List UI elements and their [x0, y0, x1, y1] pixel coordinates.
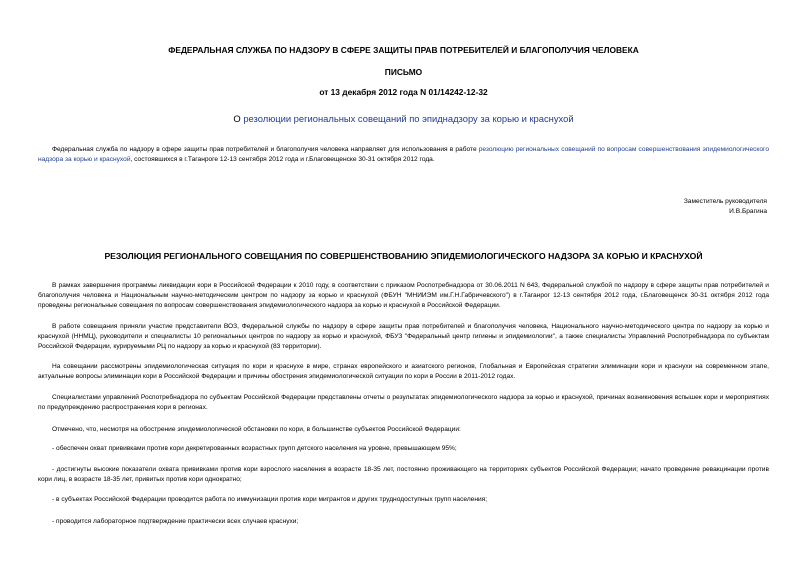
list-item: - в субъектах Российской Федерации проводится работа по иммунизации против кори мигрантов и других труднодоступных групп населения; [52, 496, 488, 503]
paragraph: Отмечено, что, несмотря на обострение эпидемиологической обстановки по кори, в большинстве субъектов Российской Федерации: [52, 426, 461, 433]
paragraph: На совещании рассмотрены эпидемиологическая ситуация по кори и краснухе в мире, странах европейского и азиатского регионов, Глобальная и Европейская стратегии элиминации кори и краснухи на современном этапе, актуальные вопросы элиминации кори в Российской Федерации и причины обострения эпидемиологической ситуации по кори в России в 2011-2012 годах. [38, 363, 769, 380]
doc-type: ПИСЬМО [384, 67, 423, 77]
subject-link[interactable]: резолюции региональных совещаний по эпиднадзору за корью и краснухой [243, 113, 574, 124]
resolution-title: РЕЗОЛЮЦИЯ РЕГИОНАЛЬНОГО СОВЕЩАНИЯ ПО СОВЕРШЕНСТВОВАНИЮ ЭПИДЕМИОЛОГИЧЕСКОГО НАДЗОРА ЗА КОРЬЮ И КРАСНУХОЙ [104, 251, 703, 261]
signature-block [684, 197, 767, 217]
paragraph: Специалистами управлений Роспотребнадзора по субъектам Российской Федерации представлены отчеты о результатах эпидемиологического надзора за корью и краснухой, причинах возникновения вспышек кори и мероприятиях по предупреждению распространения кори в регионах. [38, 394, 769, 411]
intro-link[interactable]: резолюцию региональных совещаний по вопросам совершенствования эпидемиологического надзора за корью и краснухой [38, 146, 769, 163]
intro-text-after: , состоявшихся в г.Таганроге 12-13 сентября 2012 года и г.Благовещенске 30-31 октября 2012 года. [130, 156, 435, 163]
subject-prefix: О [233, 113, 244, 124]
list-item: - обеспечен охват прививками против кори декретированных возрастных групп детского населения на уровне, превышающем 95%; [52, 445, 457, 452]
paragraph: В работе совещания приняли участие представители ВОЗ, Федеральной службы по надзору в сфере защиты прав потребителей и благополучия человека, Национального научно-методического центра по надзору за корью и краснухой (ННМЦ), руководители и специалисты 10 региональных центров по надзору за корью и краснухой, ФБУЗ "Федеральный центр гигиены и эпидемиологии", а также специалисты Управлений Роспотребнадзора по субъектам Российской Федерации, курируемыми РЦ по надзору за корью и краснухой (83 территории). [38, 323, 769, 350]
intro-paragraph [38, 145, 769, 165]
letter-subject [0, 113, 807, 124]
doc-date-number: от 13 декабря 2012 года N 01/14242-12-32 [319, 87, 488, 97]
list-item: - проводится лабораторное подтверждение практически всех случаев краснухи; [52, 518, 299, 525]
intro-text-before: Федеральная служба по надзору в сфере защиты прав потребителей и благополучия человека направляет для использования в работе [52, 146, 479, 153]
agency-title: ФЕДЕРАЛЬНАЯ СЛУЖБА ПО НАДЗОРУ В СФЕРЕ ЗАЩИТЫ ПРАВ ПОТРЕБИТЕЛЕЙ И БЛАГОПОЛУЧИЯ ЧЕЛОВЕКА [168, 45, 639, 55]
list-item: - достигнуты высокие показатели охвата прививками против кори взрослого населения в возрасте 18-35 лет, постоянно проживающего на территориях субъектов Российской Федерации; начато проведение ревакцинации против кори лиц, в возрасте 18-35 лет, привитых против кори однократно; [38, 466, 769, 483]
signature-name: И.В.Брагина [729, 208, 767, 215]
paragraph: В рамках завершения программы ликвидации кори в Российской Федерации к 2010 году, в соответствии с приказом Роспотребнадзора от 30.06.2011 N 643, Федеральной службой по надзору в сфере защиты прав потребителей и благополучия человека и Национальным научно-методическим центром по надзору за корью и краснухой (ФБУН "МНИИЭМ им.Г.Н.Габричевского") в г.Таганрог 12-13 сентября 2012 года, г.Благовещенск 30-31 октября 2012 года проведены региональные совещания по вопросам совершенствования эпидемиологического надзора за корью и краснухой в Российской Федерации. [38, 282, 769, 309]
signature-position: Заместитель руководителя [683, 198, 767, 205]
